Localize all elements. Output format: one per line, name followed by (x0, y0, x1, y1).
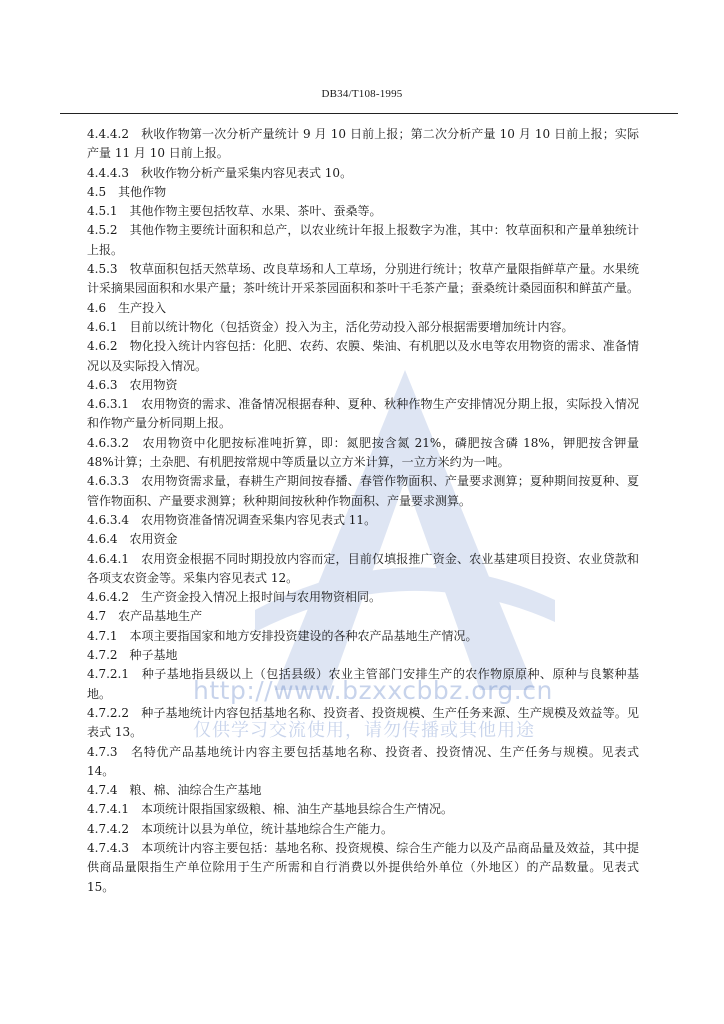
section-heading: 4.6 生产投入 (87, 300, 167, 315)
paragraph: 4.7.4.1 本项统计限指国家级粮、棉、油生产基地县综合生产情况。 (87, 802, 453, 817)
section-heading: 4.7.2 种子基地 (87, 648, 178, 663)
section-heading: 4.6.4 农用资金 (87, 532, 178, 547)
paragraph: 4.5.2 其他作物主要统计面积和总产，以农业统计年报上报数字为准，其中：牧草面积和产量单独统计上报。 (87, 223, 639, 257)
paragraph: 4.4.4.3 秋收作物分析产量采集内容见表式 10。 (87, 165, 353, 180)
paragraph: 4.7.1 本项主要指国家和地方安排投资建设的各种农产品基地生产情况。 (87, 628, 478, 643)
watermark-url: http://www.bzxxcbbz.org.cn (193, 676, 553, 705)
paragraph: 4.6.2 物化投入统计内容包括：化肥、农药、农膜、柴油、有机肥以及水电等农用物资的需求、准备情况以及实际投入情况。 (87, 339, 639, 373)
section-heading: 4.7.4 粮、棉、油综合生产基地 (87, 783, 262, 798)
paragraph: 4.6.3.4 农用物资准备情况调查采集内容见表式 11。 (87, 512, 377, 527)
paragraph: 4.7.3 名特优产品基地统计内容主要包括基地名称、投资者、投资情况、生产任务与规模。见表式 14。 (87, 744, 639, 778)
paragraph: 4.7.2.1 种子基地指县级以上（包括县级）农业主管部门安排生产的农作物原原种、原种与良繁种基地。 (87, 667, 639, 701)
paragraph: 4.4.4.2 秋收作物第一次分析产量统计 9 月 10 日前上报；第二次分析产量 10 月 10 日前上报；实际产量 11 月 10 日前上报。 (87, 127, 639, 161)
paragraph: 4.5.3 牧草面积包括天然草场、改良草场和人工草场，分别进行统计；牧草产量限指鲜草产量。水果统计采摘果园面积和水果产量；茶叶统计开采茶园面积和茶叶干毛茶产量；蚕桑统计桑园面积和鲜茧产量。 (87, 262, 640, 296)
watermark-note: 仅供学习交流使用，请勿传播或其他用途 (193, 720, 535, 741)
section-heading: 4.5 其他作物 (87, 184, 167, 199)
paragraph: 4.7.4.3 本项统计内容主要包括：基地名称、投资规模、综合生产能力以及产品商品量及效益，其中提供商品量限指生产单位除用于生产所需和自行消费以外提供给外单位（外地区）的产品数量。见表式 15。 (87, 840, 639, 894)
document-body (87, 125, 639, 897)
paragraph: 4.6.3.2 农用物资中化肥按标准吨折算，即：氮肥按含氮 21%，磷肥按含磷 18%，钾肥按含钾量 48%计算；土杂肥、有机肥按常规中等质量以立方米计算，一立方米约为一吨。 (87, 435, 639, 470)
paragraph: 4.6.4.1 农用资金根据不同时期投放内容而定，目前仅填报推广资金、农业基建项目投资、农业贷款和各项支农资金等。采集内容见表式 12。 (87, 551, 639, 585)
paragraph: 4.6.4.2 生产资金投入情况上报时间与农用物资相同。 (87, 590, 381, 605)
section-heading: 4.6.3 农用物资 (87, 377, 178, 392)
paragraph: 4.6.3.1 农用物资的需求、准备情况根据春种、夏种、秋种作物生产安排情况分期上报，实际投入情况和作物产量分析同期上报。 (87, 397, 639, 431)
document-code-header: DB34/T108-1995 (321, 88, 403, 100)
section-heading: 4.7 农产品基地生产 (87, 609, 203, 624)
header-rule (60, 113, 678, 114)
paragraph: 4.7.2.2 种子基地统计内容包括基地名称、投资者、投资规模、生产任务来源、生产规模及效益等。见表式 13。 (87, 705, 639, 740)
paragraph: 4.5.1 其他作物主要包括牧草、水果、茶叶、蚕桑等。 (87, 204, 382, 219)
paragraph: 4.6.1 目前以统计物化（包括资金）投入为主，活化劳动投入部分根据需要增加统计内容。 (87, 319, 574, 334)
paragraph: 4.6.3.3 农用物资需求量，春耕生产期间按春播、春管作物面积、产量要求测算；夏种期间按夏种、夏管作物面积、产量要求测算；秋种期间按秋种作物面积、产量要求测算。 (87, 474, 639, 508)
paragraph: 4.7.4.2 本项统计以县为单位，统计基地综合生产能力。 (87, 821, 393, 836)
